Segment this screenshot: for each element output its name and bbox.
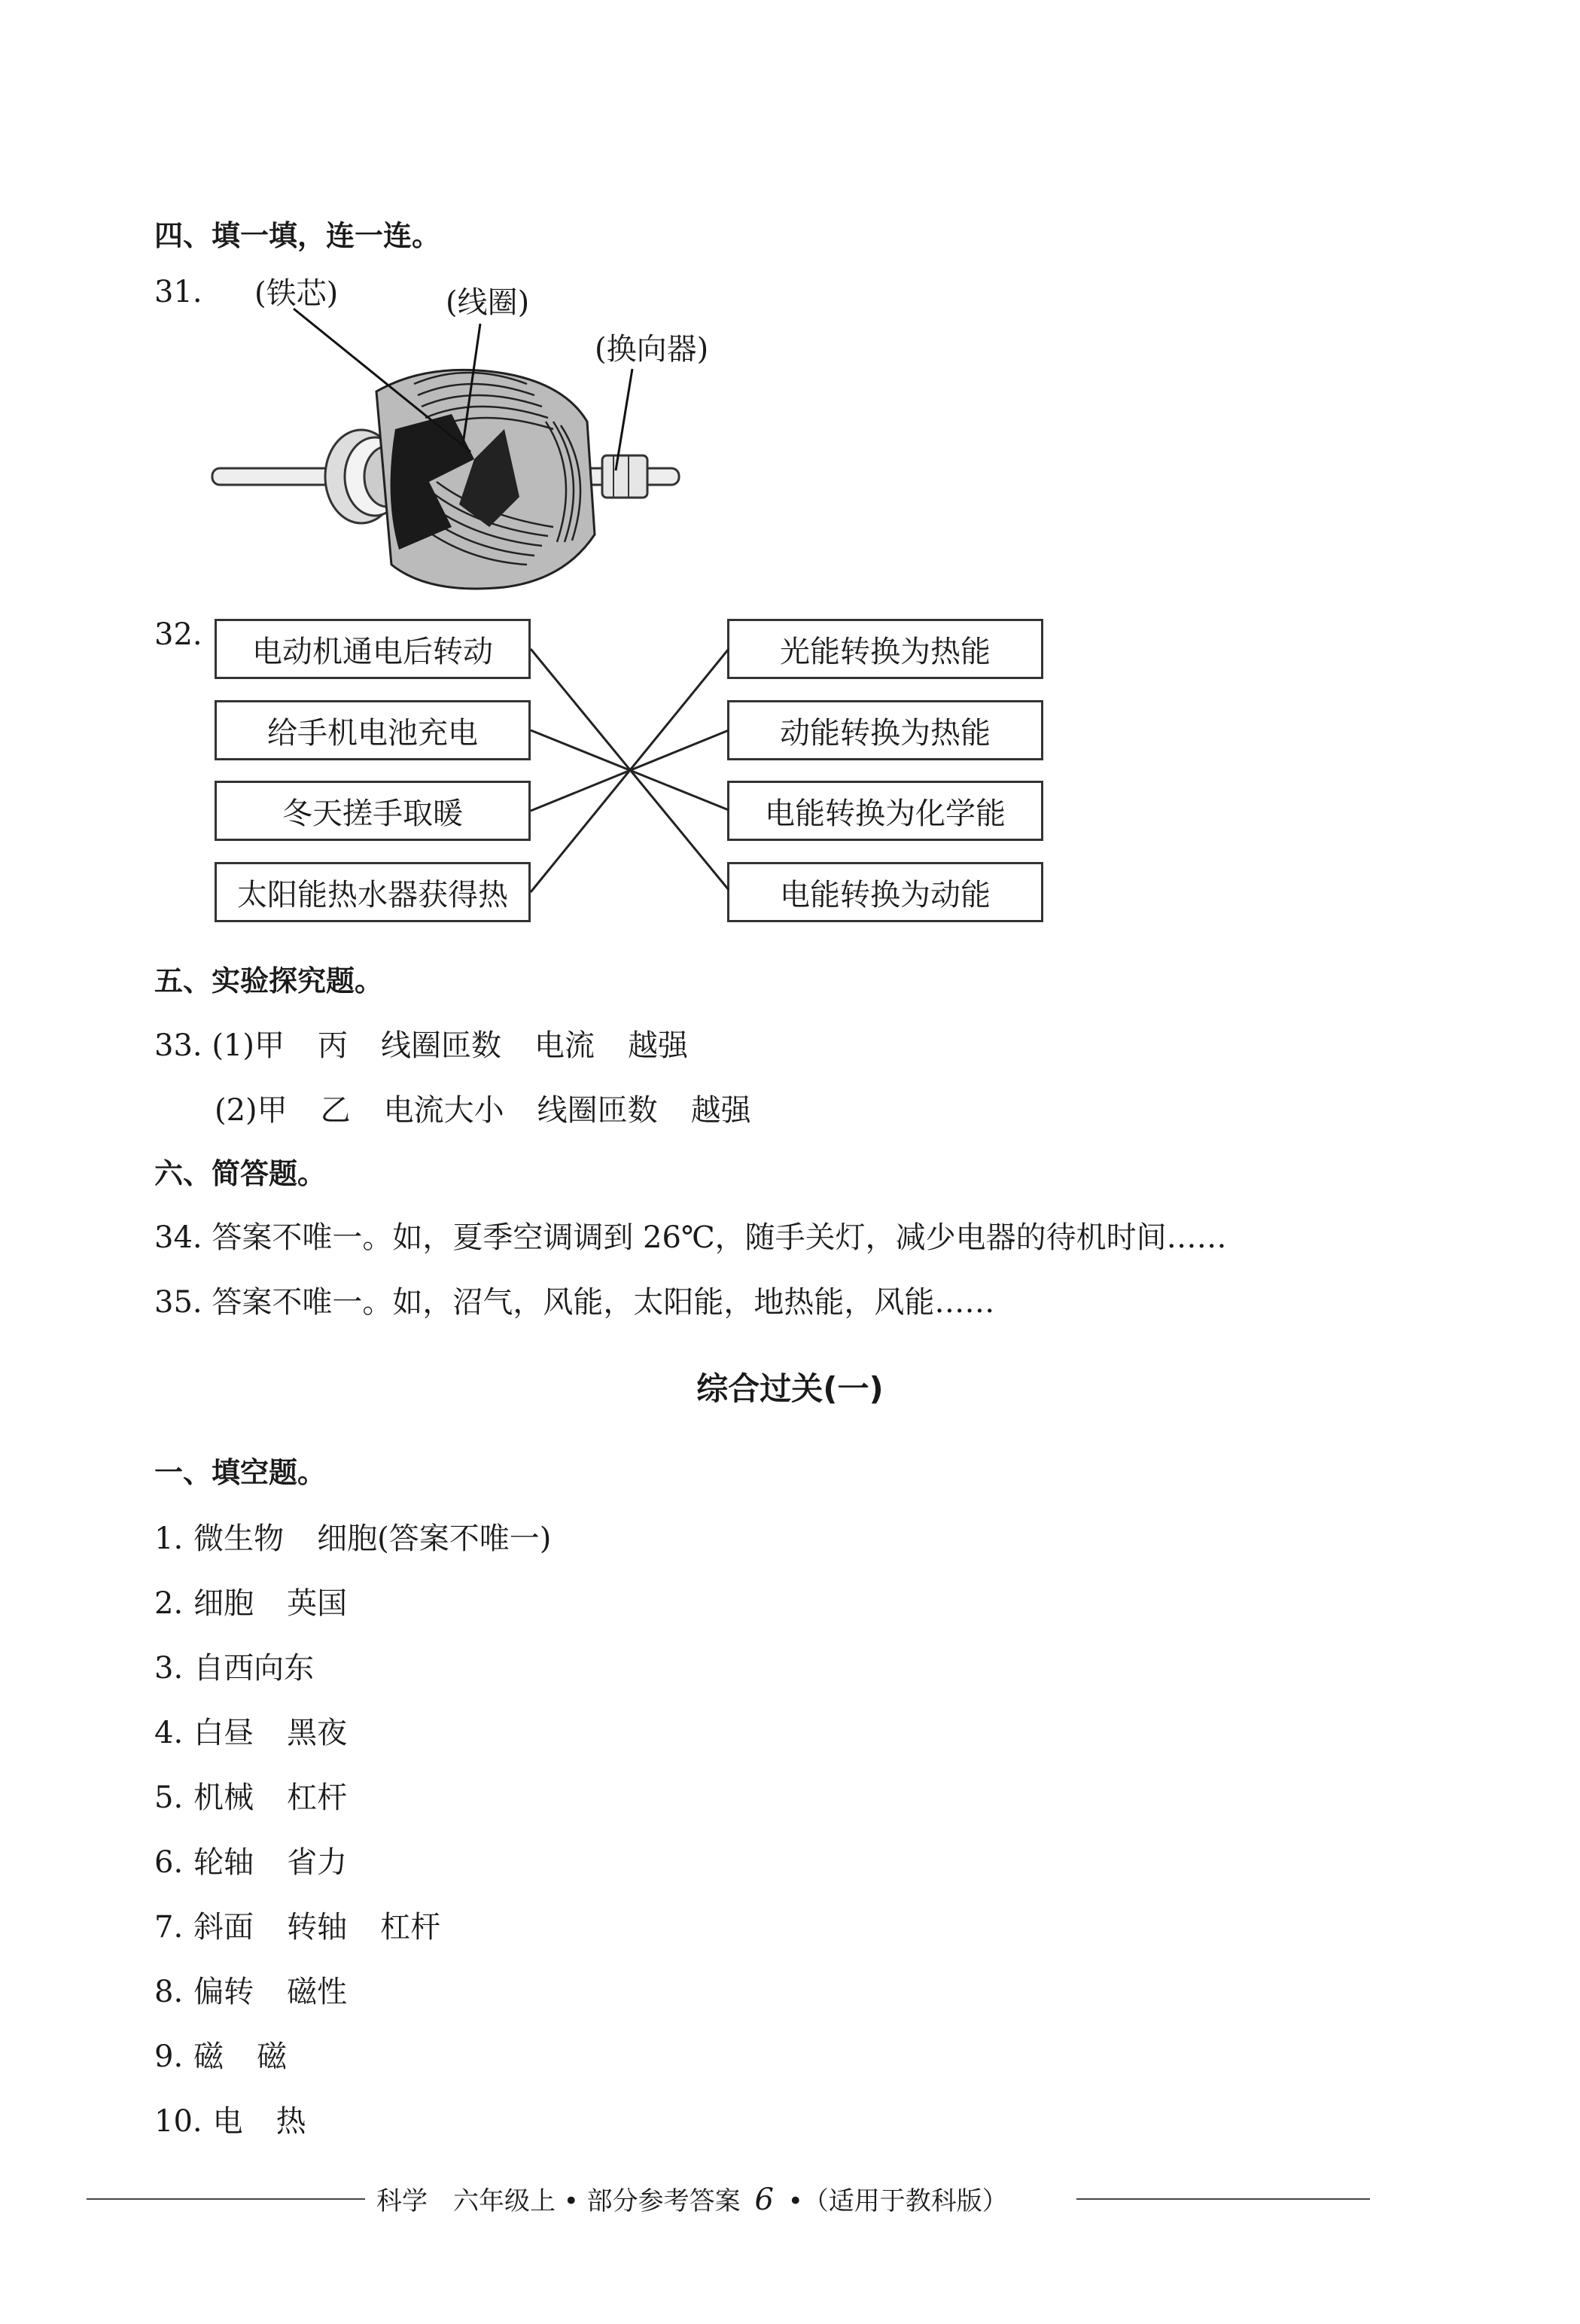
fill-in-answer: 斜面 [193,1910,254,1945]
footer-label: 科学 六年级上 • 部分参考答案 [376,2186,741,2216]
fill-in-answer: 机械 [193,1780,254,1815]
fill-in-item-number: 10. [154,2104,202,2139]
answer-33-1-b: 丙 [318,1028,348,1063]
fill-in-item [154,1968,347,2011]
fill-in-answer: 黑夜 [287,1716,348,1750]
section-title: 综合过关(一) [696,1370,884,1407]
footer-rule-left [87,2198,365,2200]
fill-in-item-number: 6. [154,1845,184,1880]
fill-in-item [154,2097,306,2140]
answer-33-2-a: (2)甲 [215,1093,288,1128]
fill-in-item [154,1838,347,1881]
fill-in-item [154,1774,347,1817]
fill-in-answer: 白昼 [193,1716,254,1750]
fill-in-answer: 电 [212,2104,243,2139]
answer-35: 35. 答案不唯一。如，沼气，风能，太阳能，地热能，风能…… [154,1285,995,1320]
match-right-1: 光能转换为热能 [727,619,1043,679]
answer-33-1 [154,1022,688,1065]
answer-33-1-c: 线圈匝数 [381,1028,501,1063]
fill-in-answer: 偏转 [193,1975,254,2009]
fill-in-item [154,2033,287,2076]
fill-in-answer: 磁 [257,2039,288,2074]
fill-in-item-number: 5. [154,1780,184,1815]
fill-in-answer: 磁性 [287,1975,348,2009]
fill-in-answer: 细胞 [193,1586,254,1621]
label-coil: (线圈) [446,285,530,320]
answer-33-2-d: 线圈匝数 [537,1093,658,1128]
match-left-2: 给手机电池充电 [215,700,531,760]
match-left-3: 冬天搓手取暖 [215,781,531,841]
fill-in-item-number: 7. [154,1910,184,1945]
match-right-4: 电能转换为动能 [727,862,1043,922]
section-heading-5: 五、实验探究题。 [154,964,384,998]
fill-in-item-number: 9. [154,2039,184,2074]
fill-in-item [154,1579,347,1622]
answer-34: 34. 答案不唯一。如，夏季空调调到 26℃，随手关灯，减少电器的待机时间…… [154,1220,1227,1255]
answer-33-2-e: 越强 [690,1093,751,1128]
fill-in-item [154,1709,347,1752]
match-right-2: 动能转换为热能 [727,700,1043,760]
fill-in-item-number: 1. [154,1521,184,1556]
footer-text [376,2180,1008,2217]
fill-in-answer: 省力 [287,1845,348,1880]
fill-in-answer: 自西向东 [193,1651,315,1686]
fill-in-answer: 热 [276,2104,306,2139]
fill-in-item-number: 4. [154,1716,184,1750]
question-32-number: 32. [154,617,202,652]
section-heading-4: 四、填一填，连一连。 [154,219,441,252]
fill-in-item [154,1515,551,1558]
fill-in-item [154,1903,440,1946]
fill-in-answer: 杠杆 [287,1780,348,1815]
footer-rule-right [1076,2198,1370,2200]
fill-in-item-number: 3. [154,1651,184,1686]
answer-33-1-a: 33. (1)甲 [154,1028,285,1063]
matching-lines [527,617,732,926]
fill-in-answer: 轮轴 [193,1845,254,1880]
label-iron-core: (铁芯) [254,276,339,311]
question-31-number: 31. [154,275,202,309]
fill-in-item [154,1644,314,1687]
footer-edition: •（适用于教科版） [787,2186,1008,2216]
answer-33-1-e: 越强 [628,1028,688,1063]
match-right-3: 电能转换为化学能 [727,781,1043,841]
fill-in-answer: 磁 [193,2039,224,2074]
fill-in-answer: 微生物 [193,1521,285,1556]
fill-in-item-number: 2. [154,1586,184,1621]
motor-rotor-diagram [203,301,693,617]
fill-in-answer: 转轴 [287,1910,348,1945]
match-left-4: 太阳能热水器获得热 [215,862,531,922]
footer-page-number: 6 [754,2182,774,2217]
answer-33-2-b: 乙 [320,1093,351,1128]
fill-in-answer: 英国 [287,1586,348,1621]
section-heading-6: 六、简答题。 [154,1157,327,1190]
answer-33-1-d: 电流 [534,1028,595,1063]
fill-in-item-number: 8. [154,1975,184,2009]
fill-in-heading: 一、填空题。 [154,1456,327,1489]
fill-in-answer: 杠杆 [380,1910,441,1945]
fill-in-answer: 细胞(答案不唯一) [317,1521,552,1556]
answer-33-2 [215,1086,751,1129]
match-left-1: 电动机通电后转动 [215,619,531,679]
label-commutator: (换向器) [595,332,709,367]
answer-33-2-c: 电流大小 [383,1093,504,1128]
